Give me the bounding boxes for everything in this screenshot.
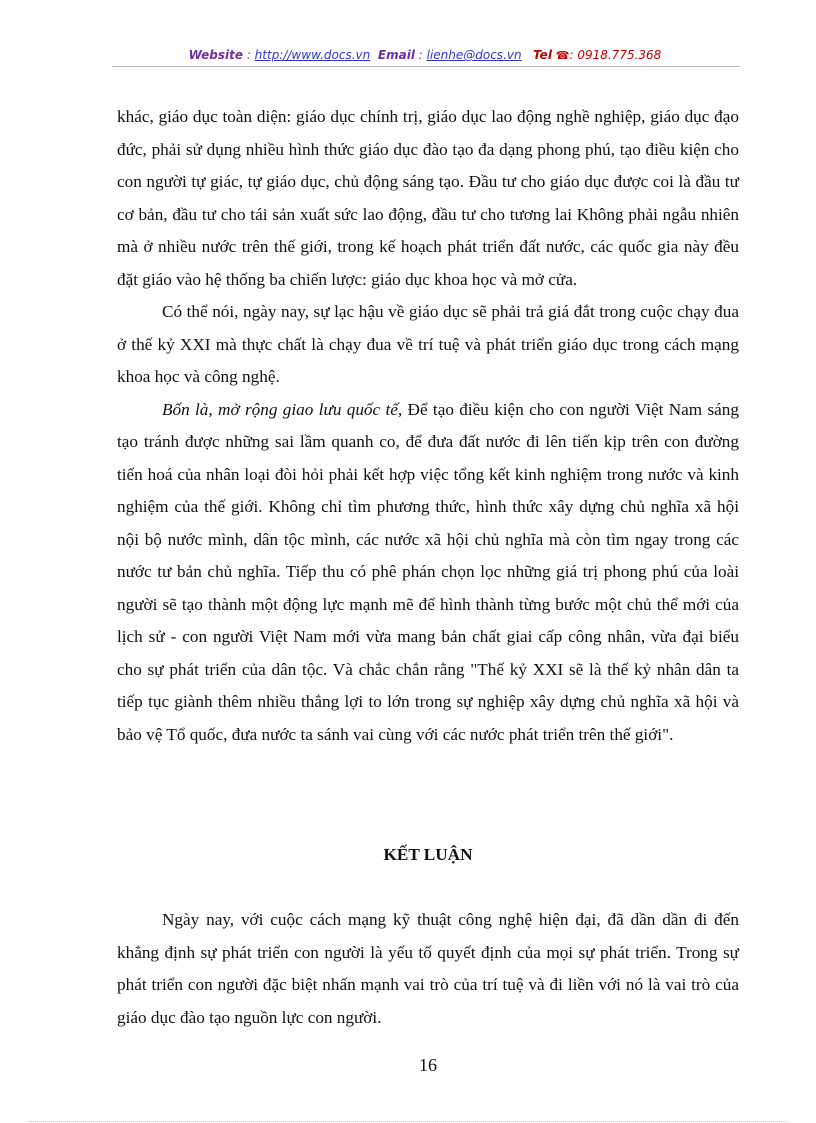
paragraph-1: khác, giáo dục toàn diện: giáo dục chính trị, giáo dục lao động nghề nghiệp, giáo dục đạo đức, phải sử dụng nhiều hình thức giáo dục đào tạo đa dạng phong phú, tạo điều kiện cho con người tự giác, tự giáo dục, chủ động sáng tạo. Đầu tư cho giáo dục được coi là đầu tư cơ bản, đầu tư cho tái sản xuất sức lao động, đầu tư cho tương lai Không phải ngẫu nhiên mà ở nhiều nước trên thế giới, trong kế hoạch phát triển đất nước, các quốc gia này đều đặt giáo vào hệ thống ba chiến lược: giáo dục khoa học và mở cửa. (117, 107, 739, 289)
email-label: Email (377, 48, 415, 62)
conclusion-paragraph: Ngày nay, với cuộc cách mạng kỹ thuật công nghệ hiện đại, đã dần dần đi đến khẳng định sự phát triển con người là yếu tố quyết định của mọi sự phát triển. Trong sự phát triển con người đặc biệt nhấn mạnh vai trò của trí tuệ và đi liền với nó là vai trò của giáo dục đào tạo nguồn lực con người. (117, 910, 739, 1027)
tel-number: : 0918.775.368 (569, 48, 662, 62)
tel-label: Tel (533, 48, 552, 62)
phone-icon: ☎ (555, 49, 570, 62)
email-link[interactable]: lienhe@docs.vn (426, 48, 522, 62)
paragraph-3 (117, 394, 739, 752)
conclusion-title: KẾT LUẬN (383, 845, 473, 864)
header-divider (112, 66, 740, 67)
paragraph-3-lead: Bốn là, mở rộng giao lưu quốc tế, (162, 399, 403, 419)
email-colon: : (414, 48, 427, 62)
paragraph-2: Có thể nói, ngày nay, sự lạc hậu về giáo dục sẽ phải trả giá đắt trong cuộc chạy đua ở thế kỷ XXI mà thực chất là chạy đua về trí tuệ và phát triển giáo dục trong cách mạng khoa học và công nghệ. (117, 302, 739, 386)
page-bottom-divider (28, 1121, 788, 1122)
body-text (117, 101, 739, 751)
page-number: 16 (419, 1055, 437, 1075)
website-label: Website (188, 48, 243, 62)
page-header (110, 47, 740, 64)
conclusion-body (117, 904, 739, 1034)
website-colon: : (243, 48, 255, 62)
paragraph-3-body: Để tạo điều kiện cho con người Việt Nam sáng tạo tránh được những sai lầm quanh co, để đưa đất nước đi lên tiến kịp trên con đường tiến hoá của nhân loại đòi hỏi phải kết hợp việc tổng kết kinh nghiệm trong nước và kinh nghiệm của thế giới. Không chỉ tìm phương thức, hình thức xây dựng chủ nghĩa xã hội nội bộ nước mình, dân tộc mình, các nước xã hội chủ nghĩa mà còn tìm ngay trong các nước tư bản chủ nghĩa. Tiếp thu có phê phán chọn lọc những giá trị phong phú của loài người sẽ tạo thành một động lực mạnh mẽ để hình thành từng bước một chủ thể mới của lịch sử - con người Việt Nam mới vừa mang bản chất giai cấp công nhân, vừa đại biểu cho sự phát triển của dân tộc. Và chắc chắn rằng "Thế kỷ XXI sẽ là thế kỷ nhân dân ta tiếp tục giành thêm nhiều thắng lợi to lớn trong sự nghiệp xây dựng chủ nghĩa xã hội và bảo vệ Tổ quốc, đưa nước ta sánh vai cùng với các nước phát triển trên thế giới". (117, 399, 739, 744)
website-link[interactable]: http://www.docs.vn (254, 48, 371, 62)
